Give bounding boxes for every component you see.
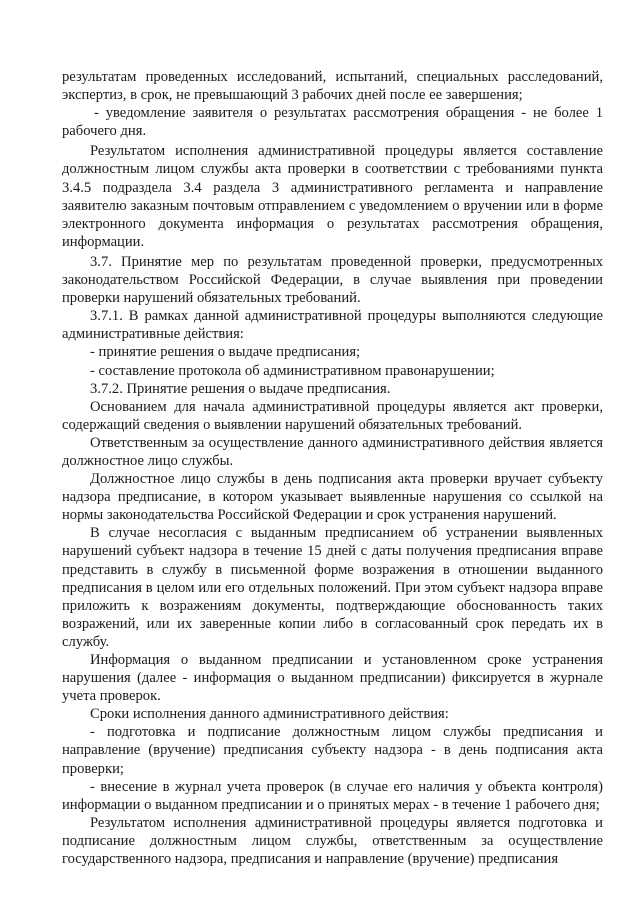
paragraph-6: - принятие решения о выдаче предписания; [90,344,361,361]
paragraph-15: - подготовка и подписание должностным лицом службы предписания и направление (вручение) предписания субъекту надзора - в день подписания акта проверки; [62,724,603,777]
paragraph-10: Ответственным за осуществление данного административного действия является должностное лицо службы. [62,434,603,469]
paragraph-11: Должностное лицо службы в день подписания акта проверки вручает субъекту надзора предписание, в котором указывает выявленные нарушения со ссылкой на нормы законодательства Российской Федерации и срок устранения нарушений. [62,471,603,524]
paragraph-17: Результатом исполнения административной процедуры является подготовка и подписание должностным лицом службы, ответственным за осуществление государственного надзора, предписания и направление (вручение) предписания [62,814,603,868]
paragraph-3: Результатом исполнения административной процедуры является составление должностным лицом службы акта проверки в соответствии с требованиями пункта 3.4.5 подраздела 3.4 раздела 3 административного регламента и направление заявителю заказным почтовым отправлением с уведомлением о вручении или в форме электронного документа информация о результатах рассмотрения обращения, информации. [62,143,603,250]
paragraph-9: Основанием для начала административной процедуры является акт проверки, содержащий сведения о выявлении нарушений обязательных требований. [62,398,603,433]
paragraph-7: - составление протокола об административном правонарушении; [90,362,495,379]
paragraph-5: 3.7.1. В рамках данной административной процедуры выполняются следующие административные действия: [62,308,603,343]
paragraph-14: Сроки исполнения данного административного действия: [90,706,449,723]
paragraph-1: результатам проведенных исследований, испытаний, специальных расследований, экспертиз, в срок, не превышающий 3 рабочих дней после ее завершения; [62,69,603,104]
paragraph-12: В случае несогласия с выданным предписанием об устранении выявленных нарушений субъект надзора в течение 15 дней с даты получения предписания вправе представить в службу в письменной форме возражения в отношении выданного предписания в целом или его отдельных положений. При этом субъект надзора вправе приложить к возражениям документы, подтверждающие обоснованность таких возражений, или их заверенные копии либо в согласованный срок передать их в службу. [62,525,603,650]
paragraph-2: - уведомление заявителя о результатах рассмотрения обращения - не более 1 рабочего дня. [62,105,603,140]
paragraph-4: 3.7. Принятие мер по результатам проведенной проверки, предусмотренных законодательством Российской Федерации, в случае выявления при проведении проверки нарушений обязательных требований. [62,253,603,307]
paragraph-8: 3.7.2. Принятие решения о выдаче предписания. [90,380,391,397]
paragraph-13: Информация о выданном предписании и установленном сроке устранения нарушения (далее - информация о выданном предписании) фиксируется в журнале учета проверок. [62,652,603,705]
paragraph-16: - внесение в журнал учета проверок (в случае его наличия у объекта контроля) информации о выданном предписании и о принятых мерах - в течение 1 рабочего дня; [62,778,603,813]
